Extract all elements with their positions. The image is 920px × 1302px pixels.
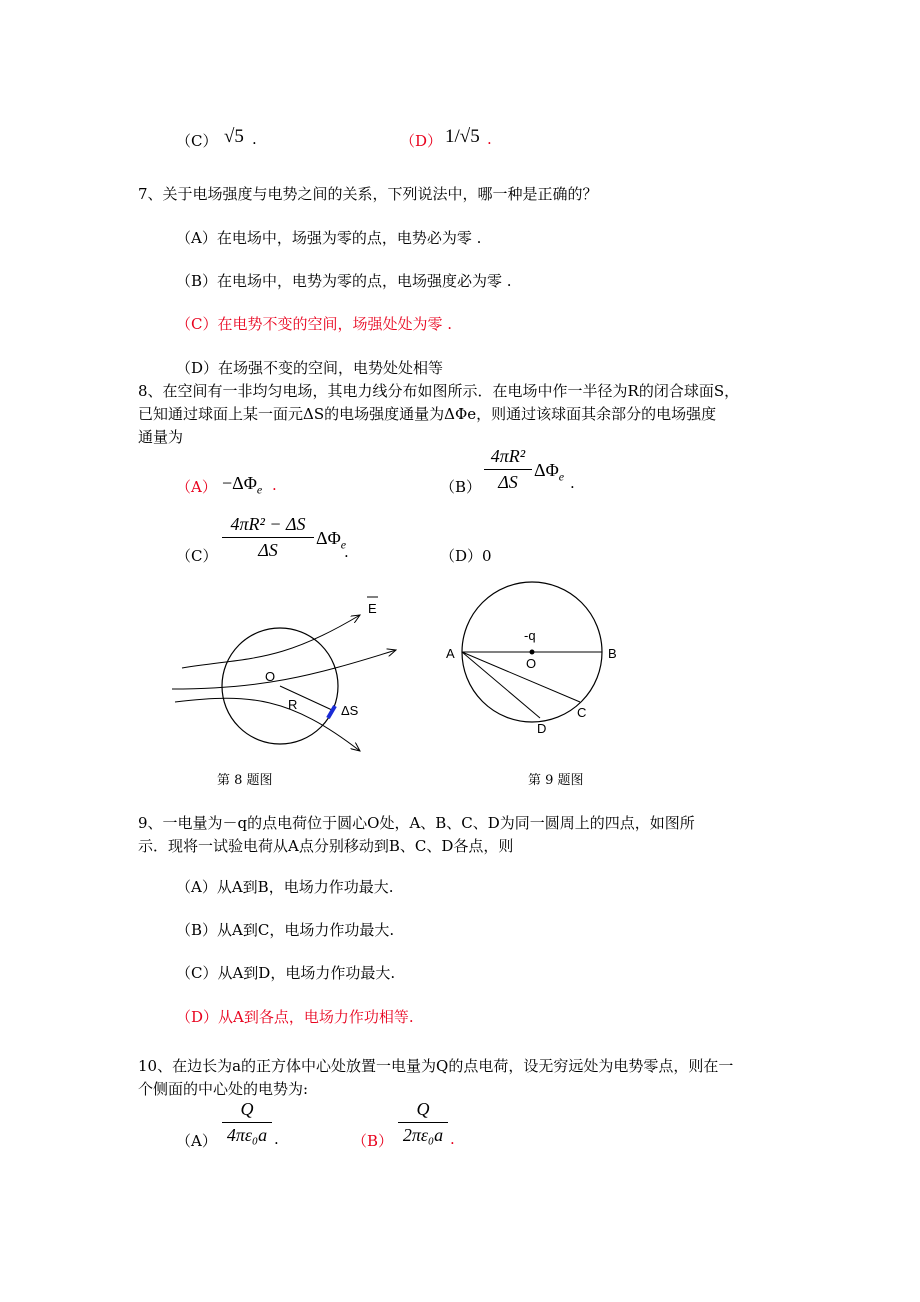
- q10-option-a-numerator: Q: [240, 1099, 254, 1119]
- fig9-label-d: D: [537, 721, 547, 736]
- fig9-label-c: C: [577, 705, 587, 720]
- figure-8: [160, 585, 420, 785]
- q10-stem-line1: 10、在边长为a的正方体中心处放置一电量为Q的点电荷，设无穷远处为电势零点，则在一: [138, 1057, 734, 1075]
- fig8-field-line-1: [182, 615, 360, 668]
- q7-option-c: （C）在电势不变的空间，场强处处为零 .: [176, 315, 453, 333]
- q9-option-a: （A）从A到B，电场力作功最大.: [176, 878, 394, 896]
- fig8-label-r: R: [288, 697, 298, 712]
- fig9-label-o: O: [526, 656, 537, 671]
- q8-option-c-label: （C）: [176, 547, 218, 565]
- q6-option-d-value: 1/√5: [445, 126, 480, 147]
- fig9-label-a: A: [446, 646, 455, 661]
- q6-option-d-end: .: [487, 130, 492, 148]
- fig9-center-charge: [530, 650, 535, 655]
- q8-option-b-end: .: [570, 474, 575, 492]
- figure-9: [440, 570, 640, 745]
- q10-option-b-end: .: [450, 1130, 455, 1148]
- q7-option-d: （D）在场强不变的空间，电势处处相等: [176, 359, 444, 377]
- q9-option-d: （D）从A到各点，电场力作功相等.: [176, 1008, 414, 1026]
- q9-option-c: （C）从A到D，电场力作功最大.: [176, 964, 396, 982]
- fig9-chord-ac: [462, 652, 580, 702]
- q6-option-c-value: √5: [224, 126, 244, 147]
- q8-option-a-label: （A）: [176, 478, 217, 496]
- q9-stem-line1: 9、一电量为－q的点电荷位于圆心O处，A、B、C、D为同一圆周上的四点，如图所: [138, 814, 695, 832]
- q8-option-a-end: .: [272, 476, 277, 494]
- q7-option-b: （B）在电场中，电势为零的点，电场强度必为零 .: [176, 272, 512, 290]
- q6-option-d-label: （D）: [400, 132, 443, 150]
- q8-option-b-label: （B）: [440, 478, 482, 496]
- q10-option-b-denominator: 2πε₀a: [398, 1122, 448, 1146]
- q8-option-c-end: .: [344, 543, 349, 561]
- q8-option-c-denominator: ΔS: [222, 537, 314, 561]
- q10-option-b-fraction: [398, 1099, 448, 1146]
- fig9-caption: 第 9 题图: [528, 773, 584, 788]
- q8-stem-line3: 通量为: [138, 428, 184, 446]
- fig8-label-ds: ΔS: [341, 703, 359, 718]
- q8-option-d: （D）0: [440, 547, 492, 565]
- q8-option-b-numerator: 4πR²: [490, 446, 526, 466]
- q10-option-a-denominator: 4πε₀a: [222, 1122, 272, 1146]
- q9-stem-line2: 示．现将一试验电荷从A点分别移动到B、C、D各点，则: [138, 837, 514, 855]
- fig8-caption: 第 8 题图: [217, 773, 273, 788]
- fig8-label-e: E: [368, 601, 377, 616]
- q6-option-c-label: （C）: [176, 132, 218, 150]
- q10-option-a-label: （A）: [176, 1132, 217, 1150]
- q8-option-b-fraction: [484, 446, 532, 493]
- q8-stem-line2: 已知通过球面上某一面元ΔS的电场强度通量为ΔΦe，则通过该球面其余部分的电场强度: [138, 405, 717, 423]
- q8-option-a-value: $-\Delta\Phi_e$: [222, 473, 263, 497]
- q10-option-b-numerator: Q: [416, 1099, 430, 1119]
- fig9-label-b: B: [608, 646, 617, 661]
- fig8-field-line-2: [172, 650, 396, 689]
- q8-option-b-tail: $\Delta\Phi_e$: [534, 460, 565, 484]
- q8-option-c-tail: $\Delta\Phi_e$: [316, 528, 347, 552]
- q9-option-b: （B）从A到C，电场力作功最大.: [176, 921, 395, 939]
- q8-option-c-numerator: 4πR² − ΔS: [230, 514, 306, 534]
- q10-option-a-fraction: [222, 1099, 272, 1146]
- fig9-label-q: -q: [524, 628, 536, 643]
- q6-option-c-end: .: [252, 130, 257, 148]
- q10-option-a-end: .: [274, 1130, 279, 1148]
- fig8-area-element: [328, 706, 335, 718]
- q7-option-a: （A）在电场中，场强为零的点，电势必为零 .: [176, 229, 482, 247]
- fig8-label-o: O: [265, 669, 276, 684]
- q8-stem-line1: 8、在空间有一非均匀电场，其电力线分布如图所示．在电场中作一半径为R的闭合球面S，: [138, 382, 740, 400]
- q10-stem-line2: 个侧面的中心处的电势为:: [138, 1080, 309, 1098]
- q8-option-c-fraction: [222, 514, 314, 561]
- q10-option-b-label: （B）: [352, 1132, 394, 1150]
- q8-option-b-denominator: ΔS: [484, 469, 532, 493]
- q7-stem: 7、关于电场强度与电势之间的关系，下列说法中，哪一种是正确的？: [138, 185, 598, 203]
